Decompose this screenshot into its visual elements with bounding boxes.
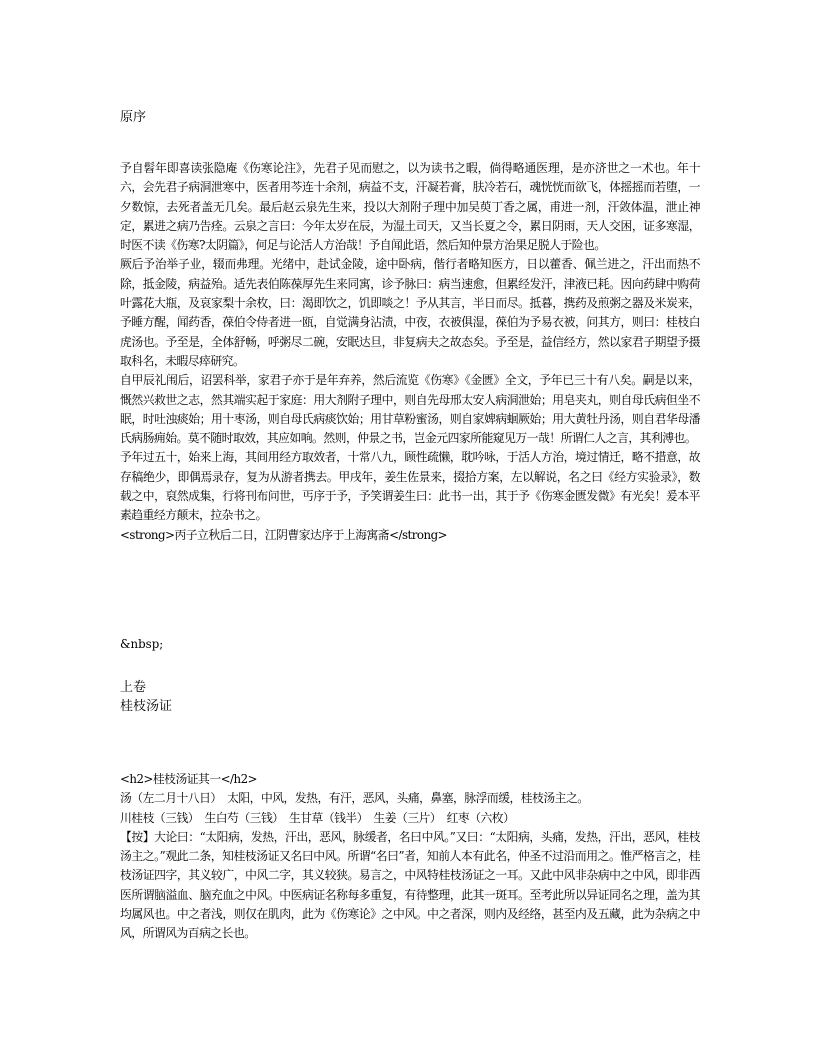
preface-paragraph-1: 予自髫年即喜读张隐庵《伤寒论注》，先君子见而慰之，以为读书之暇，倘得略通医理，是亦济世之一术也。年十六，会先君子病洞泄寒中，医者用芩连十余剂，病益不支，汗凝若膏，肤冷若石，魂恍恍而欲飞，体摇摇而若堕，一夕数惊，去死者盖无几矣。最后赵云泉先生来，投以大剂附子理中加吴萸丁香之属，甫进一剂，汗敛体温，泄止神定，累进之病乃告痊。云泉之言曰：今年太岁在辰，为湿土司天，又当长夏之令，累日阴雨，天人交困，证多寒湿，时医不读《伤寒?太阴篇》，何足与论活人方治哉！予自闻此语，然后知仲景方治果足脱人于险也。	[120, 161, 700, 253]
volume-title: 上卷	[120, 680, 147, 695]
case-commentary: 【按】大论曰：“太阳病，发热，汗出，恶风，脉缓者，名曰中风。”又曰：“太阳病，头痛，发热，汗出，恶风，桂枝汤主之。”观此二条，知桂枝汤证又名曰中风。所谓“名曰”者，知前人本有此名，仲圣不过沿而用之。惟严格言之，桂枝汤证四字，其义较广，中风二字，其义较狭。易言之，中风特桂枝汤证之一耳。又此中风非杂病中之中风，即非西医所谓脑溢血、脑充血之中风。中医病证名称每多重复，有待整理，此其一斑耳。至考此所以异证同名之理，盖为其均属风也。中之者浅，则仅在肌肉，此为《伤寒论》之中风。中之者深，则内及经络，甚至内及五藏，此为杂病之中风，所谓风为百病之长也。	[120, 829, 700, 941]
preface-body	[120, 159, 700, 545]
preface-paragraph-4: 予年过五十，始来上海，其间用经方取效者，十常八九，顾性疏懒，耽吟咏，于活人方治，境过情迁，略不措意，故存稿绝少，即偶焉录存，复为从游者携去。甲戌年，姜生佐景来，掇拾方案，左以解说，名之曰《经方实验录》，数载之中，裒然成集，行将刊布问世，丐序于予，予笑谓姜生曰：此书一出，其于予《伤寒金匮发微》有光矣！爰本平素趋重经方颠末，拉杂书之。	[120, 450, 700, 523]
preface-title: 原序	[120, 110, 147, 125]
case-section	[120, 770, 700, 944]
volume-subtitle: 桂枝汤证	[120, 699, 173, 714]
preface-paragraph-2: 厥后予治举子业，辍而弗理。光绪中，赴试金陵，途中卧病，偕行者略知医方，日以藿香、佩兰进之，汗出而热不除，抵金陵，病益殆。适先表伯陈葆厚先生来同寓，诊予脉曰：病当速愈，但累经发汗，津液已耗。因向药肆中购荷叶露花大瓶，及哀家梨十余枚，曰：渴即饮之，饥即啖之！予从其言，半日而尽。抵暮，携药及煎粥之器及米炭来，予睡方醒，闻药香，葆伯令侍者进一瓯，自觉满身沾渍，中夜，衣被俱湿，葆伯为予易衣被，问其方，则曰：桂枝白虎汤也。予至是，全体舒畅，呼粥尽二碗，安眠达旦，非复病夫之故态矣。予至是，益信经方，然以家君子期望予摄取科名，未暇尽瘁研究。	[120, 257, 700, 368]
case-prescription: 川桂枝（三钱） 生白芍（三钱） 生甘草（钱半） 生姜（三片） 红枣（六枚）	[120, 810, 515, 825]
nbsp-literal: &nbsp;	[120, 637, 164, 651]
case-record: 汤（左二月十八日） 太阳，中风，发热，有汗，恶风，头痛，鼻塞，脉浮而缓，桂枝汤主之。	[120, 791, 589, 806]
preface-paragraph-3: 自甲辰礼闱后，诏罢科举，家君子亦于是年弃养，然后流览《伤寒》《金匮》全文，予年已三十有八矣。嗣是以来，慨然兴救世之志，然其端实起于家庭：用大剂附子理中，则自先母邢太安人病洞泄始；用皂夹丸，则自母氏病但坐不眠，时吐浊痰始；用十枣汤，则自母氏病痰饮始；用甘草粉蜜汤，则自家婢病蛔厥始；用大黄牡丹汤，则自君华母潘氏病肠痈始。莫不随时取效，其应如响。然则，仲景之书，岂金元四家所能窥见万一哉！所谓仁人之言，其利溥也。	[120, 373, 700, 446]
case-heading: <h2>桂枝汤证其一</h2>	[120, 772, 258, 786]
preface-signature: <strong>丙子立秋后二日，江阴曹家达序于上海寓斋</strong>	[120, 527, 448, 542]
